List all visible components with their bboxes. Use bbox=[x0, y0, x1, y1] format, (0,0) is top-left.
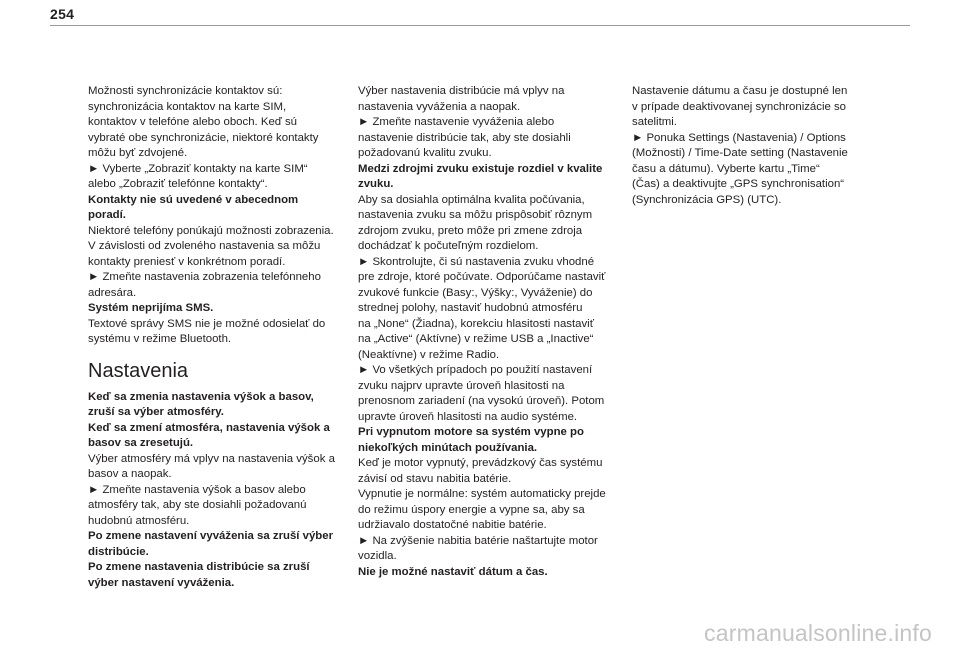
bold-text-line: Systém neprijíma SMS. bbox=[88, 302, 214, 314]
text-line: kontakty preniesť v konkrétnom poradí. bbox=[88, 255, 286, 268]
text-line: Textové správy SMS nie je možné odosielať do bbox=[88, 317, 326, 330]
text-line: V závislosti od zvoleného nastavenia sa môžu bbox=[88, 240, 321, 252]
text-line: času a dátumu). Vyberte kartu „Time“ bbox=[632, 162, 820, 175]
text-line: v prípade deaktivovanej synchronizácie so bbox=[632, 100, 847, 113]
text-line: nastavenia vyváženia a naopak. bbox=[358, 100, 521, 113]
bold-text-line: Kontakty nie sú uvedené v abecednom bbox=[88, 193, 299, 206]
text-line: (Synchronizácia GPS) (UTC). bbox=[632, 193, 782, 206]
text-line: na „None“ (Žiadna), korekciu hlasitosti nastaviť bbox=[358, 317, 594, 330]
page-number: 254 bbox=[50, 6, 75, 22]
bold-text-line: Nie je možné nastaviť dátum a čas. bbox=[358, 565, 548, 578]
text-line: nastavenie distribúcie tak, aby ste dosiahli bbox=[358, 131, 571, 144]
bold-text-line: niekoľkých minútach používania. bbox=[358, 441, 538, 454]
text-line: udržiavalo dostatočné nabitie batérie. bbox=[358, 519, 547, 531]
text-line: Výber nastavenia distribúcie má vplyv na bbox=[358, 85, 565, 97]
text-line: hudobnú atmosféru. bbox=[88, 514, 190, 527]
column-1-bottom-text bbox=[88, 390, 346, 592]
column-1 bbox=[88, 84, 346, 591]
header-rule bbox=[50, 25, 910, 26]
text-line: adresára. bbox=[88, 286, 137, 299]
text-line: dochádzať k počuteľným rozdielom. bbox=[358, 240, 539, 252]
text-line: prenosnom zariadení (na vysokú úroveň). Potom bbox=[358, 395, 605, 407]
text-line: požadovanú kvalitu zvuku. bbox=[358, 147, 492, 159]
bold-text-line: zruší sa výber atmosféry. bbox=[88, 406, 224, 418]
text-line: vozidla. bbox=[358, 550, 397, 562]
watermark: carmanualsonline.info bbox=[704, 620, 932, 646]
text-line: Niektoré telefóny ponúkajú možnosti zobrazenia. bbox=[88, 224, 334, 237]
text-line: (Neaktívne) v režime Radio. bbox=[358, 348, 500, 361]
text-line: ► Ponuka Settings (Nastavenia) / Options bbox=[632, 131, 846, 144]
text-line: upravte úroveň hlasitosti na audio systéme. bbox=[358, 410, 578, 423]
bold-text-line: zvuku. bbox=[358, 178, 394, 190]
bold-text-line: distribúcie. bbox=[88, 545, 149, 558]
text-line: môžu byť zdvojené. bbox=[88, 147, 188, 159]
text-line: synchronizácia kontaktov na karte SIM, bbox=[88, 100, 287, 113]
column-2 bbox=[358, 84, 620, 580]
text-line: satelitmi. bbox=[632, 116, 677, 128]
text-line: strednej polohy, nastaviť hudobnú atmosféru bbox=[358, 302, 583, 314]
bold-text-line: Po zmene nastavení vyváženia sa zruší výber bbox=[88, 530, 334, 542]
bold-text-line: basov sa zresetujú. bbox=[88, 437, 194, 449]
text-line: Možnosti synchronizácie kontaktov sú: bbox=[88, 85, 283, 97]
text-line: (Čas) a deaktivujte „GPS synchronisation“ bbox=[632, 178, 845, 190]
text-line: Aby sa dosiahla optimálna kvalita počúvania, bbox=[358, 193, 585, 206]
text-line: kontaktov v telefóne alebo oboch. Keď sú bbox=[88, 116, 298, 128]
section-heading: Nastavenia bbox=[88, 359, 189, 382]
text-line: Výber atmosféry má vplyv na nastavenia výšok a bbox=[88, 452, 335, 465]
column-2-text bbox=[358, 84, 620, 580]
text-line: systému v režime Bluetooth. bbox=[88, 333, 232, 345]
text-line: nastavenia zvuku sa môžu prispôsobiť rôznym bbox=[358, 209, 593, 221]
bold-text-line: Keď sa zmenia nastavenia výšok a basov, bbox=[88, 390, 314, 403]
text-line: basov a naopak. bbox=[88, 468, 172, 480]
text-line: ► Vo všetkých prípadoch po použití nastavení bbox=[358, 364, 593, 376]
text-line: (Možnosti) / Time-Date setting (Nastavenie bbox=[632, 147, 848, 159]
bold-text-line: Po zmene nastavenia distribúcie sa zruší bbox=[88, 561, 310, 573]
text-line: ► Na zvýšenie nabitia batérie naštartujte motor bbox=[358, 534, 598, 547]
text-line: do režimu úspory energie a vypne sa, aby sa bbox=[358, 503, 585, 516]
text-line: ► Skontrolujte, či sú nastavenia zvuku vhodné bbox=[358, 255, 595, 268]
text-line: zdrojom zvuku, preto môže pri zmene zdroja bbox=[358, 224, 583, 237]
text-line: ► Vyberte „Zobraziť kontakty na karte SIM“ bbox=[88, 162, 308, 175]
text-line: Keď je motor vypnutý, prevádzkový čas systému bbox=[358, 457, 603, 469]
bold-text-line: Keď sa zmení atmosféra, nastavenia výšok a bbox=[88, 421, 330, 434]
text-line: atmosféry tak, aby ste dosiahli požadovanú bbox=[88, 499, 307, 511]
text-line: ► Zmeňte nastavenia zobrazenia telefónneho bbox=[88, 271, 321, 283]
bold-text-line: výber nastavení vyváženia. bbox=[88, 576, 235, 589]
text-line: závisí od stavu nabitia batérie. bbox=[358, 472, 512, 485]
text-line: Nastavenie dátumu a času je dostupné len bbox=[632, 85, 848, 97]
text-line: na „Active“ (Aktívne) v režime USB a „Inactive“ bbox=[358, 333, 594, 345]
text-line: pre zdroje, ktoré počúvate. Odporúčame nastaviť bbox=[358, 271, 606, 283]
bold-text-line: Pri vypnutom motore sa systém vypne po bbox=[358, 426, 584, 438]
column-3 bbox=[632, 84, 864, 208]
text-line: ► Zmeňte nastavenia výšok a basov alebo bbox=[88, 483, 306, 496]
text-line: zvukové funkcie (Basy:, Výšky:, Vyváženie) do bbox=[358, 286, 593, 299]
bold-text-line: Medzi zdrojmi zvuku existuje rozdiel v kvalite bbox=[358, 162, 603, 175]
bold-text-line: poradí. bbox=[88, 209, 126, 221]
text-line: alebo „Zobraziť telefónne kontakty“. bbox=[88, 178, 268, 190]
column-1-top-text bbox=[88, 84, 346, 348]
text-line: zvuku najprv upravte úroveň hlasitosti na bbox=[358, 379, 565, 392]
column-3-text bbox=[632, 84, 864, 208]
text-line: ► Zmeňte nastavenie vyváženia alebo bbox=[358, 116, 555, 128]
text-line: vybraté obe synchronizácie, niektoré kontakty bbox=[88, 131, 319, 144]
text-line: Vypnutie je normálne: systém automaticky prejde bbox=[358, 488, 606, 500]
